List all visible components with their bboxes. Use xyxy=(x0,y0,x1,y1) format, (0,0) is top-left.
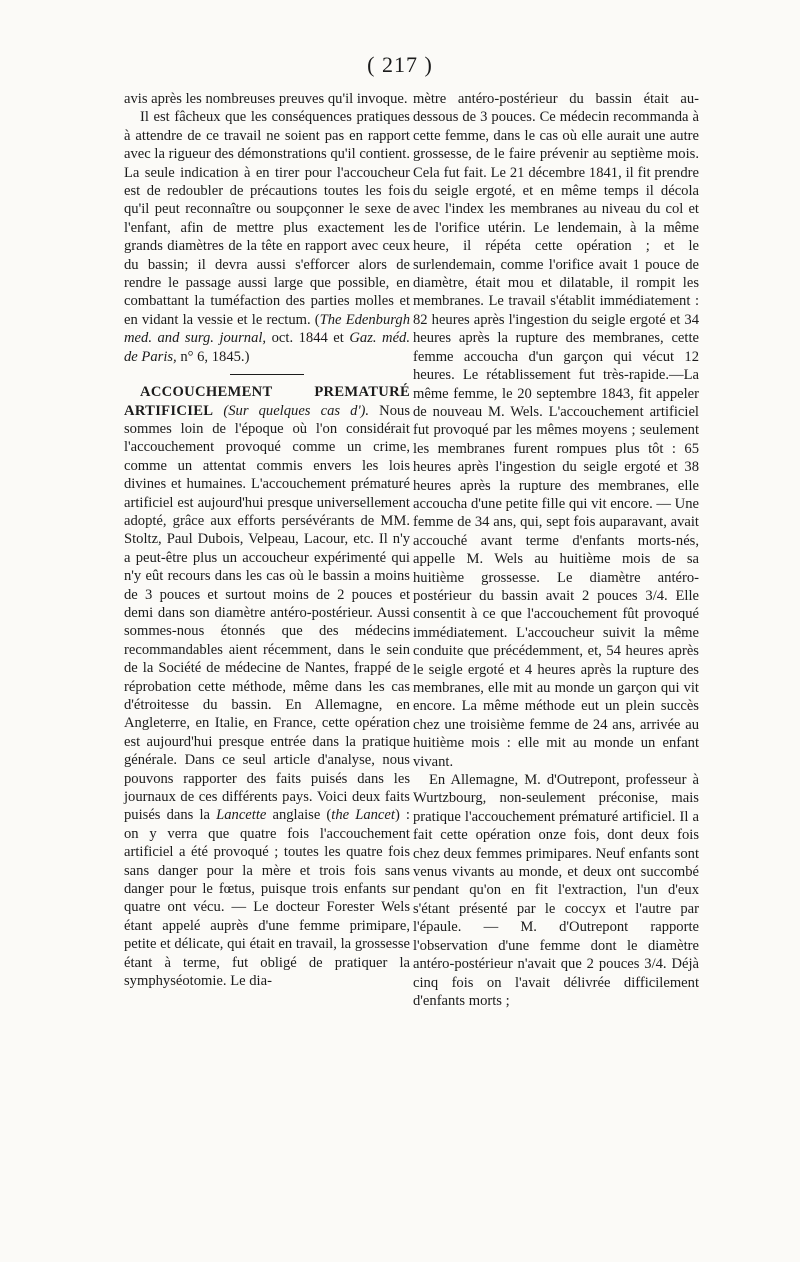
citation-gazette-medicale: Gaz. méd. de Paris, xyxy=(124,330,411,365)
section-separator xyxy=(230,374,304,375)
article-paragraph xyxy=(124,383,410,990)
left-paragraph-2 xyxy=(124,108,410,366)
left-paragraph-1: avis après les nombreuses preuves qu'il invoque. xyxy=(124,91,408,107)
page-number: ( 217 ) xyxy=(367,52,433,77)
left-paragraph-2-end: n° 6, 1845.) xyxy=(176,348,250,365)
journal-the-lancet: the Lancet xyxy=(331,807,395,824)
article-heading: ACCOUCHEMENT PREMATURÉ ARTIFICIEL xyxy=(124,384,410,419)
article-text-b: anglaise ( xyxy=(266,807,332,824)
article-text-a: Nous sommes loin de l'époque où l'on considérait l'accouchement provoqué comme un crime, comme un attentat commis envers les lois divines et humaines. L'accouchement prématuré artificiel est aujourd'hui presque universellement adopté, grâce aux efforts persévérants de MM. Stoltz, Paul Dubois, Velpeau, Lacour, etc. Il n'y a peut-être plus un accoucheur expérimenté qui n'y eût recours dans les cas où le bassin a moins de 3 pouces et surtout moins de 2 pouces et demi dans son diamètre antéro-postérieur. Aussi sommes-nous étonnés que des médecins recommandables aient récemment, dans le sein de la Société de médecine de Nantes, frappé de réprobation cette méthode, même dans les cas d'étroitesse du bassin. En Allemagne, en Angleterre, en Italie, en France, cette opération est aujourd'hui presque entrée dans la pratique générale. Dans ce seul article d'analyse, nous pouvons rapporter des faits puisés dans les journaux de ces différents pays. Voici deux faits puisés dans la xyxy=(124,402,410,824)
citation-edinburgh-journal: The Edenburgh med. and surg. journal, xyxy=(124,311,410,347)
right-column xyxy=(413,90,699,1010)
left-paragraph-2-text: Il est fâcheux que les conséquences pratiques à attendre de ce travail ne soient pas en rapport avec la rigueur des démonstrations qu'il contient. La seule indication à en tirer pour l'accoucheur est de redoubler de précautions toutes les fois qu'il peut reconnaître ou soupçonner le sexe de l'enfant, afin de mettre plus exactement les grands diamètres de la tête en rapport avec ceux du bassin; il devra aussi s'efforcer alors de rendre le passage aussi large que possible, en combattant la tuméfaction des parties molles et en vidant la vessie et le rectum. ( xyxy=(124,109,410,328)
left-paragraph-2-mid: oct. 1844 et xyxy=(266,330,350,347)
right-paragraph-1: mètre antéro-postérieur du bassin était au-dessous de 3 pouces. Ce médecin recommanda à cette femme, dans le cas où elle aurait une autre grossesse, de le faire prévenir au septième mois. Cela fut fait. Le 21 décembre 1841, il fit prendre du seigle ergoté, et en même temps il décola avec l'index les membranes au niveau du col et de l'orifice utérin. Le lendemain, à la même heure, il répéta cette opération ; et le surlendemain, comme l'orifice avait 1 pouce de diamètre, était mou et dilatable, il rompit les membranes. Le travail s'établit immédiatement : 82 heures après l'ingestion du seigle ergoté et 34 heures après la rupture des membranes, cette femme accoucha d'un garçon qui vécut 12 heures. Le rétablissement fut très-rapide.—La même femme, le 20 septembre 1843, fit appeler de nouveau M. Wels. L'accouchement artificiel fut provoqué par les mêmes moyens ; seulement les membranes furent rompues plus tôt : 65 heures après l'ingestion du seigle ergoté et 38 heures après la rupture des membranes, elle accoucha d'une petite fille qui vit encore. — Une femme de 34 ans, qui, sept fois auparavant, avait accouché avant terme d'enfants morts-nés, appelle M. Wels au huitième mois de sa huitième grossesse. Le diamètre antéro-postérieur du bassin avait 2 pouces 3/4. Elle consentit à ce que l'accouchement fût provoqué immédiatement. L'accoucheur suivit la même conduite que précédemment, et, 54 heures après le seigle ergoté et 4 heures après la rupture des membranes, elle mit au monde un garçon qui vit encore. La même méthode eut un plein succès chez une troisième femme de 24 ans, arrivée au huitième mois : elle mit au monde un enfant vivant. xyxy=(413,91,699,770)
left-column xyxy=(124,90,410,991)
right-paragraph-2: En Allemagne, M. d'Outrepont, professeur à Wurtzbourg, non-seulement préconise, mais pratique l'accouchement prématuré artificiel. Il a fait cette opération onze fois, dont deux fois chez deux femmes primipares. Neuf enfants sont venus vivants au monde, et deux ont succombé pendant qu'on en fit l'extraction, l'un d'eux s'étant présenté par le coccyx et l'autre par l'épaule. — M. d'Outrepont rapporte l'observation d'une femme dont le diamètre antéro-postérieur n'avait que 2 pouces 3/4. Déjà cinq fois on l'avait délivrée difficilement d'enfants morts ; xyxy=(413,772,699,1009)
journal-lancette: Lancette xyxy=(216,807,267,824)
article-subheading: (Sur quelques cas d'). xyxy=(223,402,370,419)
article-text-c: ) : on y verra que quatre fois l'accouchement artificiel a été provoqué ; toutes les quatre fois sans danger pour la mère et trois fois sans danger pour le fœtus, puisque trois enfants sur quatre ont vécu. — Le docteur Forester Wels étant appelé auprès d'une femme primipare, petite et délicate, qui était en travail, la grossesse étant à terme, fut obligé de pratiquer la symphyséotomie. Le dia- xyxy=(124,807,410,990)
